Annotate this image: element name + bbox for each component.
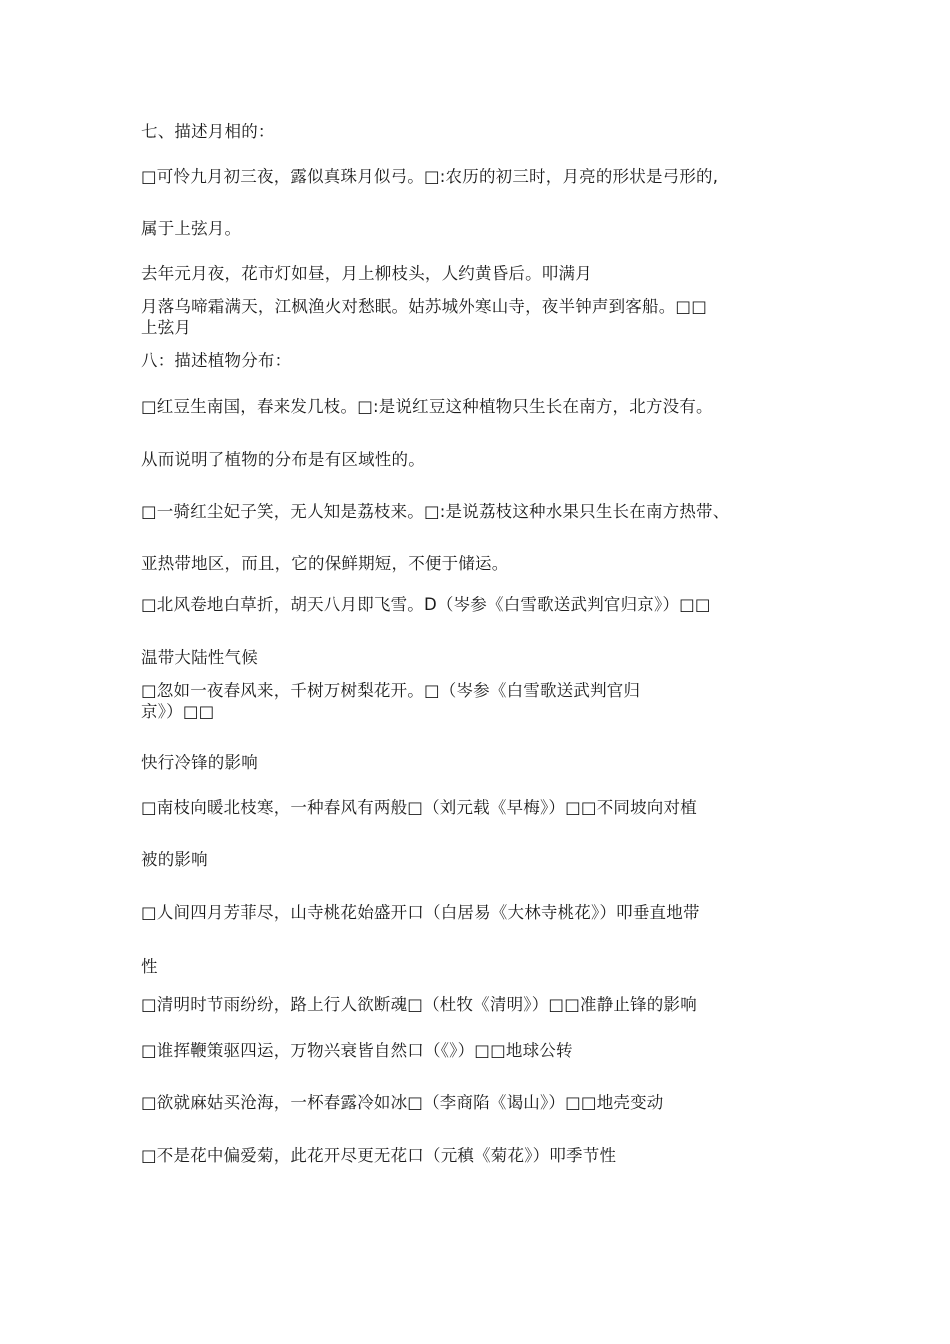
text-line: □南枝向暖北枝寒，一种春风有两般□（刘元载《早梅》）□□不同坡向对植 — [141, 798, 697, 817]
text-line: □可怜九月初三夜，露似真珠月似弓。□:农历的初三时，月亮的形状是弓形的, — [141, 167, 719, 186]
text-line: □清明时节雨纷纷，路上行人欲断魂□（杜牧《清明》）□□准静止锋的影响 — [141, 995, 697, 1014]
text-line: 京》）□□ — [141, 702, 215, 721]
text-line: □谁挥鞭策驱四运，万物兴衰皆自然口（《》）□□地球公转 — [141, 1041, 573, 1060]
text-line: □北风卷地白草折，胡天八月即飞雪。D（岑参《白雪歌送武判官归京》）□□ — [141, 595, 711, 614]
text-line: □欲就麻姑买沧海，一杯春露冷如冰□（李商陷《谒山》）□□地壳变动 — [141, 1093, 664, 1112]
section-heading-moon-phases: 七、描述月相的： — [141, 122, 275, 141]
text-line: 月落乌啼霜满天，江枫渔火对愁眠。姑苏城外寒山寺，夜半钟声到客船。□□ — [141, 297, 707, 316]
section-heading-plant-distribution: 八：描述植物分布： — [141, 351, 292, 370]
text-line: 属于上弦月。 — [141, 219, 242, 238]
text-line: 去年元月夜，花市灯如昼，月上柳枝头，人约黄昏后。叩满月 — [141, 264, 592, 283]
text-line: 快行冷锋的影响 — [141, 753, 258, 772]
text-line: □一骑红尘妃子笑，无人知是荔枝来。□:是说荔枝这种水果只生长在南方热带、 — [141, 502, 730, 521]
text-line: 亚热带地区，而且，它的保鲜期短，不便于储运。 — [141, 554, 509, 573]
text-line: □红豆生南国，春来发几枝。□:是说红豆这种植物只生长在南方，北方没有。 — [141, 397, 713, 416]
text-line: 上弦月 — [141, 318, 192, 337]
text-line: □不是花中偏爱菊，此花开尽更无花口（元稹《菊花》）叩季节性 — [141, 1146, 617, 1165]
text-line: □忽如一夜春风来，千树万树梨花开。□（岑参《白雪歌送武判官归 — [141, 681, 641, 700]
text-line: □人间四月芳菲尽，山寺桃花始盛开口（白居易《大林寺桃花》）叩垂直地带 — [141, 903, 700, 922]
text-line: 性 — [141, 957, 158, 976]
text-line: 温带大陆性气候 — [141, 648, 258, 667]
text-line: 被的影响 — [141, 850, 208, 869]
text-line: 从而说明了植物的分布是有区域性的。 — [141, 450, 425, 469]
